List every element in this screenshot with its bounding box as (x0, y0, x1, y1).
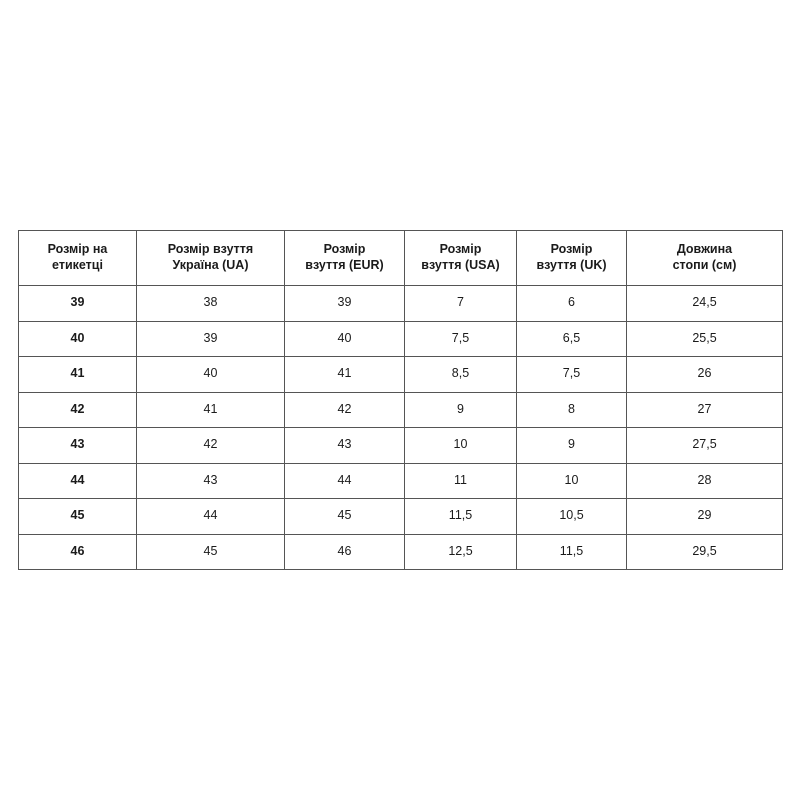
table-cell: 11 (405, 463, 517, 499)
table-cell: 44 (19, 463, 137, 499)
column-header-foot-length: Довжина стопи (см) (627, 231, 783, 286)
table-cell: 46 (285, 534, 405, 570)
column-header-eur: Розмір взуття (EUR) (285, 231, 405, 286)
table-cell: 27 (627, 392, 783, 428)
table-cell: 46 (19, 534, 137, 570)
table-cell: 43 (19, 428, 137, 464)
table-cell: 26 (627, 357, 783, 393)
table-row (19, 392, 783, 428)
table-row (19, 286, 783, 322)
table-row (19, 357, 783, 393)
table-cell: 41 (19, 357, 137, 393)
table-header (19, 231, 783, 286)
table-row (19, 534, 783, 570)
table-cell: 44 (137, 499, 285, 535)
table-cell: 39 (19, 286, 137, 322)
table-cell: 6,5 (517, 321, 627, 357)
table-body (19, 286, 783, 570)
column-header-label-size: Розмір на етикетці (19, 231, 137, 286)
table-row (19, 321, 783, 357)
table-cell: 40 (137, 357, 285, 393)
table-cell: 45 (285, 499, 405, 535)
table-cell: 10,5 (517, 499, 627, 535)
table-cell: 28 (627, 463, 783, 499)
table-cell: 6 (517, 286, 627, 322)
table-cell: 45 (19, 499, 137, 535)
table-cell: 45 (137, 534, 285, 570)
size-chart (18, 230, 782, 570)
table-cell: 41 (137, 392, 285, 428)
table-cell: 42 (285, 392, 405, 428)
column-header-ua: Розмір взуття Україна (UA) (137, 231, 285, 286)
table-cell: 39 (137, 321, 285, 357)
table-cell: 7 (405, 286, 517, 322)
table-cell: 44 (285, 463, 405, 499)
table-cell: 42 (137, 428, 285, 464)
table-cell: 24,5 (627, 286, 783, 322)
table-cell: 8 (517, 392, 627, 428)
table-cell: 43 (137, 463, 285, 499)
table-cell: 25,5 (627, 321, 783, 357)
table-row (19, 428, 783, 464)
table-cell: 10 (517, 463, 627, 499)
table-cell: 11,5 (517, 534, 627, 570)
table-cell: 39 (285, 286, 405, 322)
table-cell: 27,5 (627, 428, 783, 464)
table-cell: 7,5 (517, 357, 627, 393)
table-row (19, 463, 783, 499)
table-cell: 42 (19, 392, 137, 428)
table-cell: 10 (405, 428, 517, 464)
table-cell: 38 (137, 286, 285, 322)
table-cell: 29,5 (627, 534, 783, 570)
table-cell: 7,5 (405, 321, 517, 357)
column-header-usa: Розмір взуття (USA) (405, 231, 517, 286)
column-header-uk: Розмір взуття (UK) (517, 231, 627, 286)
table-cell: 40 (285, 321, 405, 357)
header-row (19, 231, 783, 286)
table-cell: 9 (405, 392, 517, 428)
size-table (18, 230, 783, 570)
table-row (19, 499, 783, 535)
table-cell: 11,5 (405, 499, 517, 535)
table-cell: 43 (285, 428, 405, 464)
table-cell: 8,5 (405, 357, 517, 393)
table-cell: 40 (19, 321, 137, 357)
table-cell: 41 (285, 357, 405, 393)
table-cell: 29 (627, 499, 783, 535)
table-cell: 9 (517, 428, 627, 464)
table-cell: 12,5 (405, 534, 517, 570)
